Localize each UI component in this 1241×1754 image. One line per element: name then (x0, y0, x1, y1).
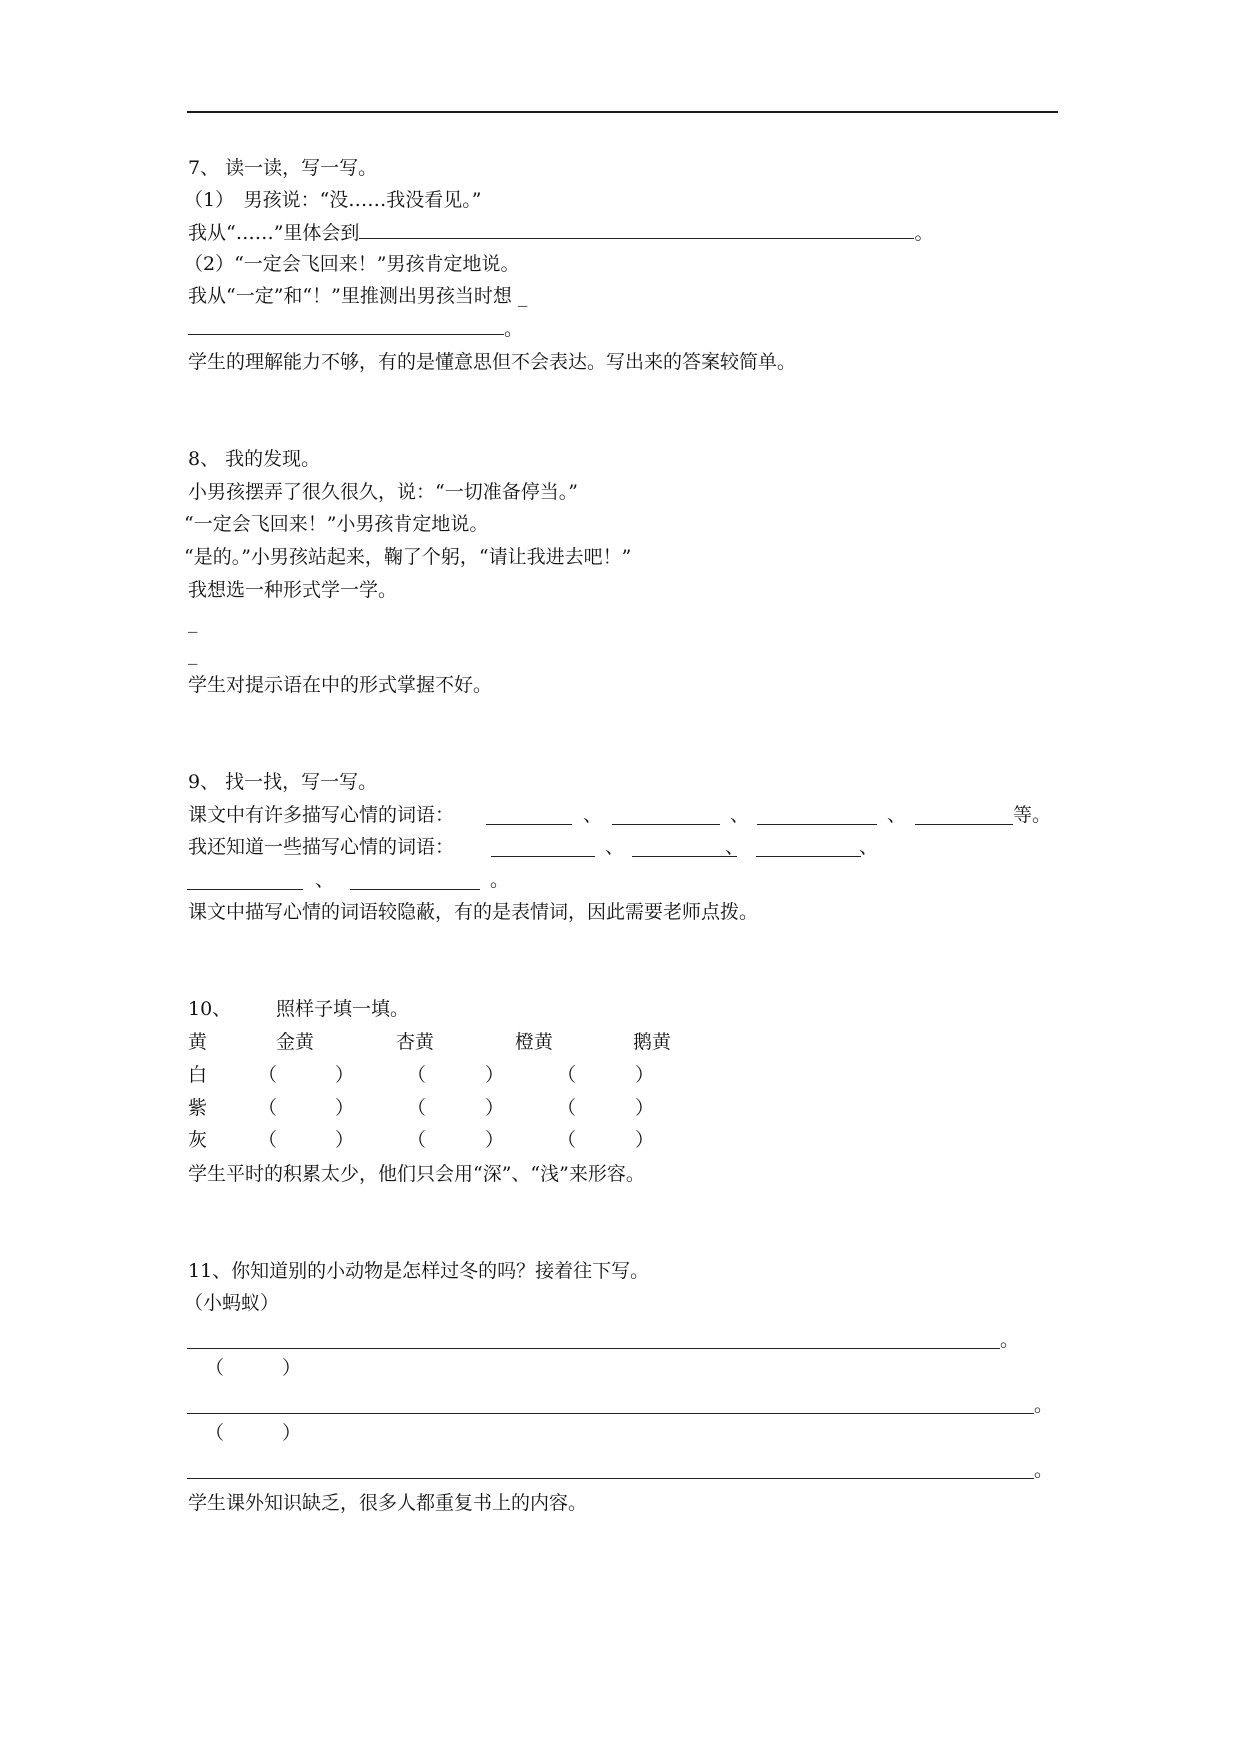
q9-blank[interactable] (187, 888, 303, 890)
q7-line2 (188, 284, 527, 308)
q7-line2-tail: _ (517, 285, 528, 307)
q8-line: “是的。”小男孩站起来，鞠了个躬，“请让我进去吧！” (184, 546, 632, 568)
q7-title: 7、 读一读，写一写。 (188, 157, 378, 179)
q11-open-paren: （ (205, 1357, 225, 1379)
q7-item1: （1） 男孩说：“没……我没看见。” (184, 189, 482, 211)
q9-separator: 、 (859, 836, 879, 858)
q8-line: “一定会飞回来！”小男孩肯定地说。 (184, 513, 489, 535)
q11-close-paren: ） (282, 1357, 302, 1379)
q10-close-paren: ） (635, 1064, 655, 1086)
q9-separator: 、 (730, 804, 750, 826)
q9-separator: 、 (605, 836, 625, 858)
q11-answer-line-3[interactable] (187, 1477, 1034, 1479)
q10-header-cell: 橙黄 (515, 1031, 554, 1053)
q9-blank[interactable] (915, 823, 1013, 825)
q7-answer-blank-1[interactable] (359, 220, 914, 239)
q10-row-label: 灰 (188, 1129, 208, 1151)
q10-close-paren: ） (335, 1097, 355, 1119)
q7-line1 (188, 220, 933, 245)
q7-line1-suffix: 。 (914, 222, 934, 244)
q11-period: 。 (1034, 1459, 1054, 1481)
q10-header-cell: 金黄 (276, 1031, 315, 1053)
q10-open-paren: （ (258, 1129, 278, 1151)
q10-open-paren: （ (407, 1097, 427, 1119)
q9-blank[interactable] (350, 888, 480, 890)
q7-line3-suffix: 。 (504, 318, 524, 340)
q10-header-cell: 鹅黄 (633, 1031, 672, 1053)
q11-period: 。 (1034, 1394, 1054, 1416)
q9-separator: 、 (725, 836, 745, 858)
q8-answer-dash-2[interactable]: _ (188, 643, 198, 665)
q11-note: 学生课外知识缺乏，很多人都重复书上的内容。 (188, 1492, 588, 1514)
q8-line: 我想选一种形式学一学。 (188, 579, 398, 601)
q9-separator: 、 (887, 804, 907, 826)
q11-period: 。 (1000, 1329, 1020, 1351)
q9-line3-suffix: 。 (490, 869, 510, 891)
q11-close-paren: ） (282, 1422, 302, 1444)
q9-note: 课文中描写心情的词语较隐蔽，有的是表情词，因此需要老师点拨。 (188, 901, 759, 923)
q10-header-cell: 杏黄 (396, 1031, 435, 1053)
q9-blank[interactable] (756, 855, 861, 857)
q10-close-paren: ） (485, 1064, 505, 1086)
q11-animal-1: （小蚂蚁） (184, 1292, 280, 1314)
q10-open-paren: （ (258, 1064, 278, 1086)
q10-header-cell: 黄 (188, 1031, 208, 1053)
q10-open-paren: （ (557, 1129, 577, 1151)
q10-title-number: 10、 (188, 998, 232, 1020)
q10-open-paren: （ (258, 1097, 278, 1119)
q9-blank[interactable] (612, 823, 720, 825)
q9-blank[interactable] (757, 823, 877, 825)
q9-separator: 、 (315, 869, 335, 891)
q9-blank[interactable] (491, 855, 595, 857)
q10-open-paren: （ (407, 1064, 427, 1086)
q10-note: 学生平时的积累太少，他们只会用“深”、“浅”来形容。 (188, 1163, 645, 1185)
q9-line2-prefix: 我还知道一些描写心情的词语： (188, 836, 455, 858)
q10-close-paren: ） (335, 1129, 355, 1151)
q10-close-paren: ） (635, 1129, 655, 1151)
header-rule (187, 111, 1058, 113)
q10-close-paren: ） (635, 1097, 655, 1119)
q8-line: 小男孩摆弄了很久很久，说：“一切准备停当。” (188, 481, 578, 503)
q8-title: 8、 我的发现。 (188, 448, 321, 470)
q8-answer-dash-1[interactable]: _ (188, 611, 198, 633)
q11-open-paren: （ (205, 1422, 225, 1444)
q9-line1-prefix: 课文中有许多描写心情的词语： (188, 804, 455, 826)
q10-close-paren: ） (335, 1064, 355, 1086)
q8-note: 学生对提示语在中的形式掌握不好。 (188, 674, 493, 696)
q10-row-label: 白 (188, 1064, 208, 1086)
q10-row-label: 紫 (188, 1097, 208, 1119)
q10-close-paren: ） (485, 1097, 505, 1119)
q9-blank[interactable] (632, 855, 737, 857)
q10-open-paren: （ (407, 1129, 427, 1151)
q9-separator: 、 (583, 804, 603, 826)
q7-line1-prefix: 我从“……”里体会到 (188, 222, 360, 244)
q7-note: 学生的理解能力不够，有的是懂意思但不会表达。写出来的答案较简单。 (188, 351, 797, 373)
q9-blank[interactable] (486, 823, 572, 825)
q11-title: 11、你知道别的小动物是怎样过冬的吗？接着往下写。 (188, 1260, 650, 1282)
q7-item2: （2）“一定会飞回来！”男孩肯定地说。 (184, 253, 520, 275)
q10-open-paren: （ (557, 1097, 577, 1119)
q9-line1-suffix: 等。 (1013, 804, 1052, 826)
q10-open-paren: （ (557, 1064, 577, 1086)
q11-answer-line-1[interactable] (187, 1347, 1000, 1349)
q10-close-paren: ） (485, 1129, 505, 1151)
q7-answer-blank-2[interactable] (188, 316, 504, 335)
q9-title: 9、 找一找，写一写。 (188, 771, 378, 793)
q10-title-text: 照样子填一填。 (276, 998, 410, 1020)
q7-line3 (188, 316, 523, 341)
q7-line2-prefix: 我从“一定”和“！”里推测出男孩当时想 (188, 285, 512, 307)
q11-answer-line-2[interactable] (187, 1412, 1034, 1414)
